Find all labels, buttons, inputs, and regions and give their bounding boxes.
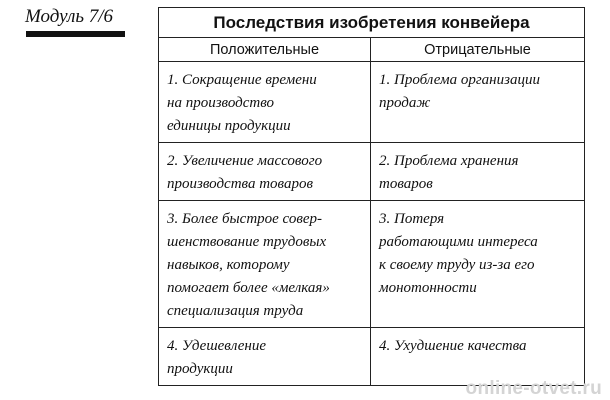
column-header-negative: Отрицательные bbox=[371, 38, 585, 62]
module-underline-bar bbox=[26, 31, 125, 37]
table-title: Последствия изобретения конвейера bbox=[159, 8, 585, 38]
consequences-table bbox=[158, 7, 585, 386]
table-row bbox=[159, 143, 585, 201]
positive-cell: 1. Сокращение времени на производство единицы продукции bbox=[159, 62, 371, 143]
table-header-row bbox=[159, 38, 585, 62]
negative-cell: 4. Ухудшение качества bbox=[371, 328, 585, 386]
negative-cell: 1. Проблема организации продаж bbox=[371, 62, 585, 143]
negative-cell: 2. Проблема хранения товаров bbox=[371, 143, 585, 201]
positive-cell: 3. Более быстрое совер- шенствование трудовых навыков, которому помогает более «мелкая» специализация труда bbox=[159, 201, 371, 328]
negative-cell: 3. Потеря работающими интереса к своему труду из-за его монотонности bbox=[371, 201, 585, 328]
positive-cell: 2. Увеличение массового производства товаров bbox=[159, 143, 371, 201]
table-row bbox=[159, 201, 585, 328]
table-row bbox=[159, 328, 585, 386]
column-header-positive: Положительные bbox=[159, 38, 371, 62]
module-label: Модуль 7/6 bbox=[25, 6, 114, 27]
table-row bbox=[159, 62, 585, 143]
watermark-text: online-otvet.ru bbox=[465, 378, 602, 399]
positive-cell: 4. Удешевление продукции bbox=[159, 328, 371, 386]
table-title-row bbox=[159, 8, 585, 38]
